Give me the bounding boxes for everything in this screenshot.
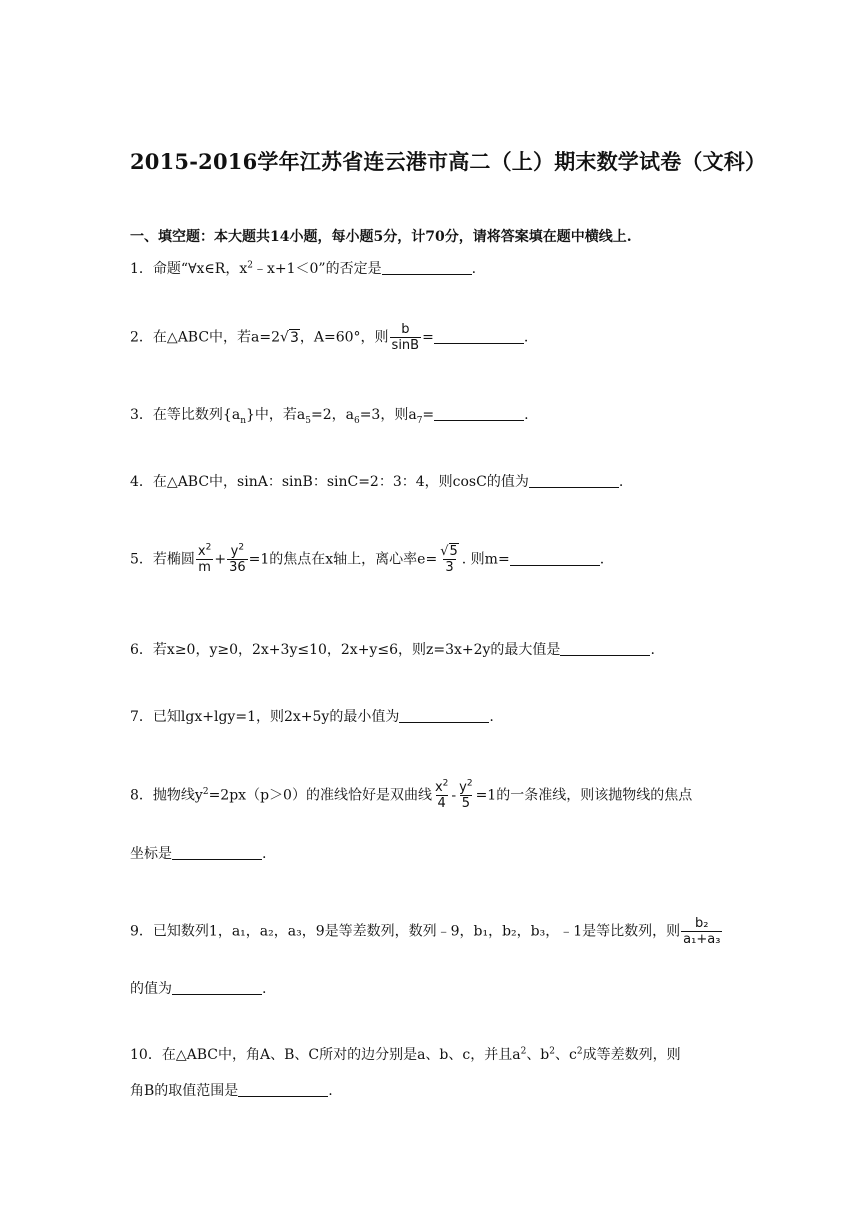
q2-answer-blank[interactable] [434, 329, 524, 344]
q5-num-1: x [197, 544, 206, 559]
q9-end: . [262, 981, 267, 997]
q5-fraction-2 [227, 544, 248, 575]
q8-num-1: x [434, 780, 443, 795]
q10-end: . [328, 1083, 333, 1099]
q3-sub-4: 7 [416, 415, 423, 426]
q9-line-2-text: 的值为 [130, 981, 172, 997]
q10-t2: 、c [555, 1047, 577, 1063]
question-3 [130, 405, 529, 425]
question-2 [130, 322, 528, 353]
q9-fraction [681, 916, 722, 947]
q8-num-1-exp: 2 [442, 778, 449, 789]
q10-answer-blank[interactable] [238, 1082, 328, 1097]
q1-end: . [471, 261, 477, 277]
q7-text: 已知lgx+lgy=1，则2x+5y的最小值为 [152, 709, 400, 725]
q8-text-c: =1的一条准线，则该抛物线的焦点 [475, 787, 693, 804]
q5-den-2: 36 [229, 560, 246, 575]
q9-answer-blank[interactable] [172, 980, 262, 995]
q10-text-a: 在△ABC中，角A、B、C所对的边分别是a、b、c，并且a [161, 1047, 521, 1063]
q4-number: 4． [130, 474, 153, 490]
q1-answer-blank[interactable] [382, 260, 472, 275]
q2-text-a: 在△ABC中，若a=2 [152, 329, 281, 346]
q10-exp-2: 2 [549, 1046, 556, 1057]
q2-denominator: sinB [391, 338, 420, 353]
q8-num-2: y [459, 780, 467, 795]
q5-text-b: =1的焦点在x轴上，离心率e= [248, 551, 438, 568]
q3-sub-2: 5 [305, 415, 311, 426]
q9-text: 已知数列1，a₁，a₂，a₃，9是等差数列，数列﹣9，b₁，b₂，b₃，﹣1是等比数列，则 [152, 923, 681, 940]
q10-exp-1: 2 [520, 1046, 527, 1057]
q2-number: 2． [130, 329, 153, 346]
page-title: 2015-2016学年江苏省连云港市高二（上）期末数学试卷（文科） [130, 149, 767, 174]
q10-exp-3: 2 [576, 1046, 583, 1057]
q5-text-c: . 则m= [461, 551, 510, 568]
question-9-line-2 [130, 979, 266, 999]
q5-num-1-exp: 2 [205, 542, 212, 553]
question-8-line-2 [130, 844, 266, 864]
q8-exponent: 2 [202, 786, 209, 797]
q4-answer-blank[interactable] [529, 473, 619, 488]
q5-fraction-3: $\frac{√5}{3}$ [440, 544, 458, 575]
q5-answer-blank[interactable] [510, 551, 600, 566]
q8-number: 8． [130, 787, 153, 804]
q3-text-c: =2，a [310, 407, 354, 423]
q5-num-2-exp: 2 [238, 542, 245, 553]
q3-sub-1: n [240, 415, 246, 426]
q8-num-2-exp: 2 [466, 778, 473, 789]
question-1 [130, 259, 476, 279]
q8-den-2: 5 [461, 796, 470, 811]
q2-numerator: b [401, 322, 410, 337]
q1-text-a: 命题“∀x∈R，x [152, 261, 248, 277]
question-10-line-2 [130, 1081, 333, 1101]
question-7 [130, 707, 494, 727]
q3-text-d: =3，则a [359, 407, 417, 423]
q2-text-b: ，A=60°，则 [299, 329, 389, 346]
q8-fraction-1 [433, 780, 450, 811]
q3-text-a: 在等比数列{a [152, 407, 241, 423]
q6-number: 6． [130, 642, 153, 658]
q5-num-3: 5 [449, 544, 458, 559]
q8-text-a: 抛物线y [152, 787, 203, 804]
q3-text-b: }中，若a [245, 407, 306, 423]
q2-fraction [390, 322, 422, 353]
q9-denominator: a₁+a₃ [683, 932, 721, 947]
q8-end: . [262, 846, 267, 862]
q3-answer-blank[interactable] [434, 406, 524, 421]
q9-numerator: b₂ [695, 916, 709, 931]
q1-exponent: 2 [247, 260, 253, 271]
q7-end: . [489, 709, 494, 725]
q2-text-c: = [422, 329, 434, 346]
q8-den-1: 4 [437, 796, 446, 811]
q3-sub-3: 6 [353, 415, 360, 426]
q1-number: 1． [130, 261, 153, 277]
q3-text-e: = [422, 407, 435, 423]
q4-text: 在△ABC中，sinA：sinB：sinC=2：3：4，则cosC的值为 [152, 474, 529, 490]
question-9 [130, 916, 723, 947]
q8-fraction-2 [457, 780, 474, 811]
q10-line-2-text: 角B的取值范围是 [130, 1083, 239, 1099]
q5-number: 5． [130, 551, 153, 568]
q5-end: . [599, 551, 605, 568]
q7-number: 7． [130, 709, 153, 725]
q8-text-b: =2px（p＞0）的准线恰好是双曲线 [208, 787, 432, 804]
q7-answer-blank[interactable] [399, 708, 489, 723]
q3-end: . [524, 407, 529, 423]
q8-answer-blank[interactable] [172, 845, 262, 860]
q1-text-b: ﹣x+1＜0”的否定是 [252, 261, 382, 277]
question-10 [130, 1045, 681, 1065]
question-6 [130, 640, 655, 660]
q8-line-2-text: 坐标是 [130, 846, 172, 862]
q8-minus: - [451, 787, 457, 804]
question-4 [130, 472, 623, 492]
section-heading: 一、填空题：本大题共14小题，每小题5分，计70分，请将答案填在题中横线上. [130, 229, 632, 245]
q9-number: 9． [130, 923, 153, 940]
q6-end: . [650, 642, 655, 658]
q5-den-1: m [198, 560, 211, 575]
q5-num-2: y [230, 544, 239, 559]
q2-sqrt: √3 [280, 329, 299, 346]
question-8 [130, 780, 692, 811]
q6-text: 若x≥0，y≥0，2x+3y≤10，2x+y≤6，则z=3x+2y的最大值是 [152, 642, 561, 658]
q10-text-b: 成等差数列，则 [582, 1047, 681, 1063]
question-5 [130, 544, 604, 575]
q5-text-a: 若椭圆 [152, 551, 195, 568]
q10-number: 10． [130, 1047, 162, 1063]
q6-answer-blank[interactable] [560, 641, 650, 656]
q2-radicand: 3 [289, 329, 299, 346]
q2-end: . [523, 329, 529, 346]
q5-fraction-1 [196, 544, 213, 575]
q5-plus: + [214, 551, 227, 568]
q3-number: 3． [130, 407, 153, 423]
q5-den-3: 3 [445, 560, 454, 575]
q4-end: . [618, 474, 624, 490]
q10-t1: 、b [526, 1047, 550, 1063]
